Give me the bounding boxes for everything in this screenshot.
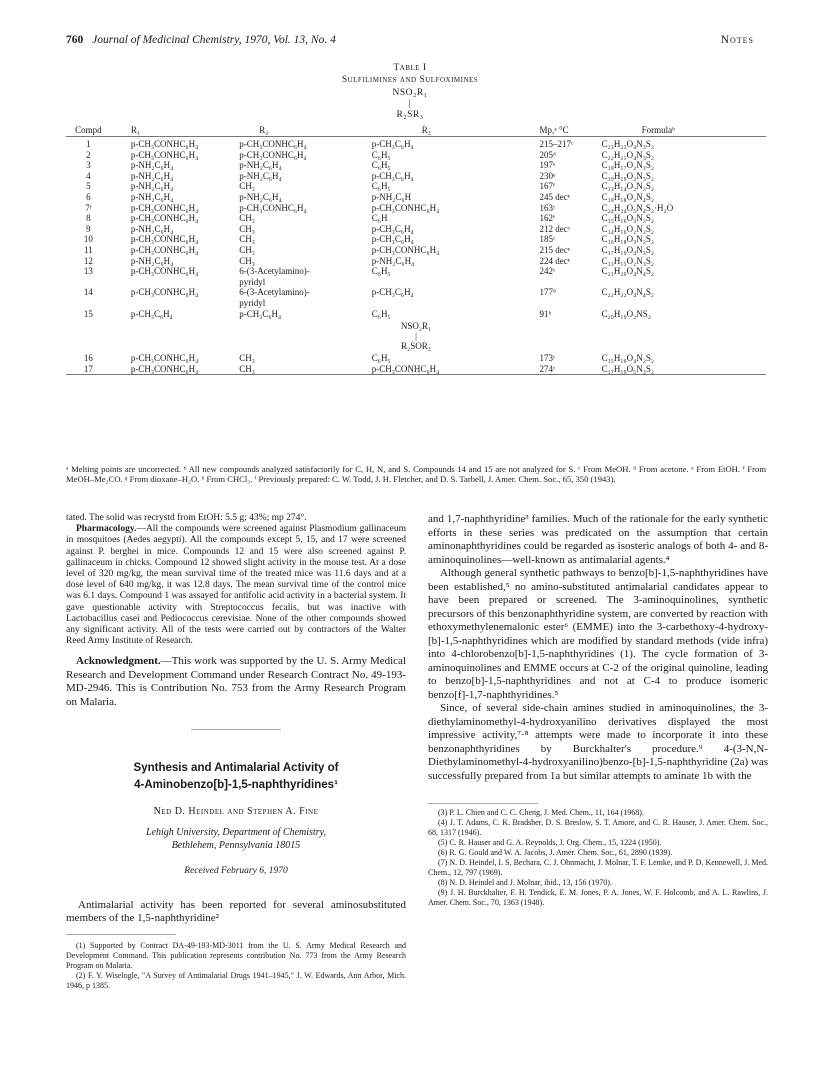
table-cell: C₆H₅ [371, 308, 391, 319]
table-cell: C₆H₅ [371, 149, 391, 160]
table-row [66, 287, 766, 308]
received-date: Received February 6, 1970 [184, 865, 288, 876]
table-cell: p-NH₂C₆H₄ [130, 191, 174, 202]
pharmacology-paragraph [66, 524, 406, 647]
table-cell: p-CH₃CONHC₆H₄ [371, 202, 440, 213]
table-cell: CH₃ [239, 234, 255, 245]
table-cell: 185ᶜ [539, 234, 556, 245]
table-row [66, 192, 766, 203]
table-label: Table I [393, 63, 427, 73]
table-cell: 242ᶜ [539, 266, 556, 277]
table-cell: 162ᶠ [539, 213, 555, 224]
table-cell: p-CH₃C₆H₄ [130, 308, 173, 319]
table-cell: p-CH₃CONHC₆H₄ [130, 202, 199, 213]
table-cell: C₂₄H₂₄O₅N₄S₂·H₂O [601, 202, 674, 213]
table-body-sulfoximines [66, 353, 766, 375]
table-cell: 91ʰ [539, 308, 552, 319]
col-header: Formulaᵇ [641, 124, 675, 135]
table-cell: 224 decᵉ [539, 255, 571, 266]
table-title-block [0, 62, 820, 121]
table-cell: C₆H₅ [371, 266, 391, 277]
sub-formula-bond: | [415, 330, 417, 341]
reference-item: (9) J. H. Burckhalter, F. H. Tendick, E. M. Jones, P. A. Jones, W. F. Holcomb, and A. L. Rawlins, J. Amer. Chem. Soc., 70, 1363 (1948). [428, 888, 768, 907]
table-row [66, 139, 766, 150]
table-cell: p-CH₃CONHC₆H₄ [130, 266, 199, 277]
table-cell: p-CH₃CONHC₆H₄ [239, 202, 307, 213]
table-cell: 2 [86, 149, 91, 160]
table-cell: C₆H [371, 213, 388, 224]
subheading-row [66, 319, 766, 353]
table-row [66, 224, 766, 235]
table-cell: 215–217ᶜ [539, 139, 574, 149]
table-cell: C₁₈H₁₇O₂N₃S₂ [601, 160, 655, 171]
table-cell: 5 [86, 181, 91, 192]
table-cell: C₂₂H₂₂O₄N₄S₂ [601, 287, 655, 298]
table-cell: p-CH₃CONHC₆H₄ [130, 149, 199, 160]
table-cell: p-CH₃C₆H₄ [371, 234, 414, 245]
table-cell: p-NH₂C₆H₄ [239, 191, 282, 202]
table-cell: 13 [83, 266, 93, 277]
table-row [66, 364, 766, 375]
table-cell: 6-(3-Acetylamino)- pyridyl [239, 266, 310, 287]
table-cell: 197ᵉ [539, 160, 556, 171]
table-cell: 15 [83, 308, 93, 319]
table-cell: p-NH₂C₆H₄ [239, 160, 282, 171]
table-cell: 1 [86, 139, 91, 149]
table-cell: p-CH₃CONHC₆H₄ [371, 363, 440, 374]
table-cell: p-CH₃CONHC₆H₄ [371, 244, 440, 255]
footnote-2: (2) F. Y. Wiselogle, "A Survey of Antimalarial Drugs 1941–1945," J. W. Edwards, Ann Arbor, Mich. 1946, p 1385. [66, 970, 406, 990]
footnote-rule [66, 934, 176, 935]
table-cell: 6-(3-Acetylamino)- pyridyl [239, 287, 310, 308]
table-cell: 11 [84, 244, 93, 255]
table-cell: 245 decᵉ [539, 191, 571, 202]
col-header: R₃ [421, 124, 431, 135]
table-cell: p-CH₃C₆H₄ [371, 170, 414, 181]
table-cell: p-CH₃C₆H₄ [371, 287, 414, 298]
table-cell: C₆H₅ [371, 160, 391, 171]
reference-item: (7) N. D. Heindel, I. S. Bechara, C. J. Ohnmacht, J. Molnar, T. F. Lemke, and P. D. Kennewell, J. Med. Chem., 12, 797 (1969). [428, 858, 768, 877]
table-row [66, 171, 766, 182]
pharmacology-text: —All the compounds were screened against Plasmodium gallinaceum in mosquitoes (Aedes aegypti). All the compounds except 5, 15, and 17 were screened against P. berghei in mice. Compounds 12 and 15 were also screened against P. gallinaceum in chicks. Compound 12 showed slight activity in the mouse test. At a dose level of 320 mg/kg, the mean survival time of the treated mice was 11.6 days and at a dose level of 640 mg/kg, it was 12.8 days. The mean survival time of the control mice was 6.1 days. Compound 1 was assayed for antifolic acid activity in a bacterial system. It gave questionable activity with Streptococcus fecalis, but was inactive with Lactobacillus casei and Pediococcus cerevisiae. None of the other compounds showed any significant activity. All of the tests were carried out by contractors of the Walter Reed Army Institute of Research. [66, 524, 406, 647]
table-footnotes: ᵃ Melting points are uncorrected. ᵇ All new compounds analyzed satisfactorily for C, H, N, and S. Compounds 14 and 15 are not analyzed for S. ᶜ From MeOH. ᵈ From acetone. ᵉ From EtOH. ᶠ From MeOH–Me₂CO. ᵍ From dioxane–H₂O. ʰ From CHCl₃. ⁱ Previously prepared: C. W. Todd, J. H. Fletcher, and D. S. Tarbell, J. Amer. Chem. Soc., 65, 350 (1943). [66, 464, 766, 485]
table-title: Sulfilimines and Sulfoximines [341, 75, 479, 85]
reference-item: (3) P. L. Chien and C. C. Cheng, J. Med. Chem., 11, 164 (1968). [438, 808, 644, 817]
table-cell: C₁₄H₁₆O₂N₂S₂ [601, 223, 655, 234]
acknowledgment-heading: Acknowledgment. [76, 655, 161, 668]
reference-item: (4) J. T. Adams, C. K. Bradsher, D. S. Breslow, S. T. Amore, and C. R. Hauser, J. Amer. Chem. Soc., 68, 1317 (1946). [428, 818, 768, 837]
table-cell: C₆H₅ [371, 353, 391, 364]
table-cell: C₂₀H₁₉O₂NS₂ [601, 308, 651, 319]
table-cell: CH₃ [239, 363, 255, 374]
paragraph-3: Since, of several side-chain amines studied in aminoquinolines, the 3-diethylaminomethyl-4-hydroxyanilino derivatives displayed the most impressive activity,⁷·⁸ attempts were made to incorporate it into these benzonaphthyridines by Burckhalter's procedure.⁹ 4-(3-N,N-Diethylaminomethyl-4-hydroxyanilino)benzo-[b]-1,5-naphthyridine (2a) was successfully prepared from 1a but similar attempts to aminate 1b with the [428, 702, 768, 782]
table-cell: 16 [83, 353, 93, 364]
table-cell: p-CH₃CONHC₆H₄ [130, 244, 199, 255]
table-cell: p-CH₃C₆H₄ [371, 139, 414, 149]
table-cell: 212 decᶜ [539, 223, 571, 234]
table-cell: CH₃ [239, 213, 255, 224]
table-cell: C₁₃H₁₄O₂N₂S₂ [601, 181, 655, 192]
table-subheading [66, 319, 766, 353]
table-cell: 173ᶜ [539, 353, 556, 364]
table-formula-bottom: R₂SR₃ [396, 110, 424, 120]
table-cell: 3 [86, 160, 91, 171]
article-authors: Ned D. Heindel and Stephen A. Fine [153, 806, 319, 818]
table-cell: C₁₅H₁₆O₄N₂S₂ [601, 353, 655, 364]
table-cell: 163ᶜ [539, 202, 556, 213]
table-cell: C₁₇H₁₉O₄N₃S₂ [601, 244, 655, 255]
table-cell: p-CH₃CONHC₆H₄ [130, 234, 199, 245]
paragraph-2: Although general synthetic pathways to benzo[b]-1,5-naphthyridines have been established,⁵ no amino-substituted antimalarial candidates appear to have been prepared or screened. The 3-aminoquinolines, synthetic precursors of this benzonaphthyridine system, are converted by reaction with ethoxymethylenemalonic ester⁶ (EMME) into the 3-carbethoxy-4-hydroxy-[b]-1,5-naphthyridines which are modified by standard methods (vide infra) into 4-chlorobenzo[b]-1,5-naphthyridines (1). The cycle formation of 3-aminoquinolines and EMME occurs at C-2 of the original quinoline, leading to benzo[b]-1,5-naphthyridines and not at C-4 to produce isomeric benzo[f]-1,7-naphthyridines.⁵ [428, 567, 768, 701]
table-cell: p-CH₃CONHC₆H₄ [239, 139, 307, 149]
table-body-sulfilimines [66, 139, 766, 319]
table-cell: CH₃ [239, 244, 255, 255]
reference-item: (5) C. R. Hauser and G. A. Reynolds, J. Org. Chem., 15, 1224 (1950). [438, 838, 662, 847]
table-cell: C₂₃H₂₃O₄N₃S₂ [601, 139, 655, 149]
acknowledgment-text: —This work was supported by the U. S. Army Medical Research and Development Command under Research Contract No. 49-193-MD-2946. This is Contribution No. 753 from the Army Research Program on Malaria. [66, 655, 406, 708]
col-header: Mp,ᵃ °C [539, 124, 569, 135]
table-cell: p-CH₃C₆H₄ [239, 308, 282, 319]
acknowledgment-paragraph [66, 655, 406, 709]
abstract-opening: Antimalarial activity has been reported for several aminosubstituted members of the 1,5-naphthyridine² [66, 898, 406, 925]
table-cell: p-NH₂C₆H₄ [130, 160, 174, 171]
table-cell: 177ᵈ [539, 287, 556, 298]
reference-item: (8) N. D. Heindel and J. Molnar, ibid., 13, 156 (1970). [438, 878, 612, 887]
table-cell: p-NH₂C₆H₄ [130, 255, 174, 266]
table-formula-top: NSO₂R₁ [392, 88, 428, 98]
reference-item: (6) R. G. Gould and W. A. Jacobs, J. Amer. Chem. Soc., 61, 2890 (1939). [438, 848, 673, 857]
table-cell: 12 [83, 255, 93, 266]
table-row [66, 213, 766, 224]
table-row [66, 203, 766, 214]
col-header: R₂ [259, 124, 269, 135]
table-cell: 215 decᵉ [539, 244, 571, 255]
section-label: Notes [720, 34, 754, 46]
table-cell: p-NH₂C₆H₄ [130, 223, 174, 234]
table-cell: C₁₆H₁₈O₃N₂S₂ [601, 234, 655, 245]
col-header: Compd [75, 124, 102, 135]
table-cell: 205ᵈ [539, 149, 556, 160]
table-cell: p-CH₃CONHC₆H₄ [130, 139, 199, 149]
table-cell: p-CH₃CONHC₆H₄ [130, 353, 199, 364]
sub-formula-top: NSO₂R₁ [400, 321, 432, 331]
table-cell: C₁₇H₁₉O₅N₃S₂ [601, 363, 655, 374]
col-header: R₁ [130, 124, 140, 135]
table-cell: p-CH₃CONHC₆H₄ [239, 149, 307, 160]
table-cell: CH₃ [239, 353, 255, 364]
running-header [66, 34, 754, 50]
table-cell: CH₃ [239, 255, 255, 266]
table-cell: C₁₉H₁₉O₂N₃S₂ [601, 170, 655, 181]
compound-table [66, 124, 766, 377]
table-cell: 6 [86, 191, 91, 202]
table-cell: 230ᵉ [539, 170, 556, 181]
table-row [66, 160, 766, 171]
table-row [66, 245, 766, 256]
table-cell: 9 [86, 223, 91, 234]
table-header-row [66, 124, 766, 137]
article-title-line1: Synthesis and Antimalarial Activity of [133, 762, 339, 775]
table-cell: p-NH₂C₆H₄ [130, 181, 174, 192]
right-column [428, 513, 768, 908]
table-cell: 10 [83, 234, 93, 245]
formula-bond: | [408, 99, 412, 109]
table-cell: C₆H₅ [371, 181, 391, 192]
table-cell: 8 [86, 213, 91, 224]
reference-list [428, 808, 768, 908]
table-cell: C₁₃H₁₅O₂N₃S₂ [601, 255, 655, 266]
footnote-1: (1) Supported by Contract DA-49-193-MD-3011 from the U. S. Army Medical Research and Development Command. This publication represents contribution No. 773 from the Army Research Program on Malaria. [66, 940, 406, 970]
experimental-tail: tated. The solid was recrystd from EtOH: 5.5 g; 43%; mp 274°. [66, 513, 307, 523]
affiliation-line1: Lehigh University, Department of Chemistry, [146, 826, 326, 838]
table-cell: CH₃ [239, 223, 255, 234]
paragraph-1: and 1,7-naphthyridine³ families. Much of the rationale for the early synthetic efforts in these series was predicated on the assumption that certain aminonaphthyridines could be regarded as isosteric analogs of both 4- and 8-aminoquinolines—well-known as antimalarial agents.⁴ [428, 513, 768, 566]
table-row [66, 266, 766, 287]
table-cell: p-CH₃C₆H₄ [371, 223, 414, 234]
article-separator [191, 729, 281, 730]
table-cell: C₂₂H₂₁O₄N₃S₂ [601, 149, 655, 160]
footer-rule [66, 375, 766, 378]
table-cell: p-NH₂C₆H₄ [130, 170, 174, 181]
table-cell: CH₃ [239, 181, 255, 192]
journal-citation: Journal of Medicinal Chemistry, 1970, Vol. 13, No. 4 [92, 34, 336, 46]
left-column [66, 513, 406, 991]
affiliation-line2: Bethlehem, Pennsylvania 18015 [171, 839, 301, 851]
table-cell: 7ᶠ [85, 202, 92, 213]
table-row [66, 234, 766, 245]
table-row [66, 309, 766, 320]
table-cell: p-NH₂C₆H₄ [239, 170, 282, 181]
table-cell: 274ᶜ [539, 363, 556, 374]
table-cell: p-NH₂C₆H₄ [371, 255, 415, 266]
table-cell: 167ᶠ [539, 181, 555, 192]
table-row [66, 256, 766, 267]
article-title-line2: 4-Aminobenzo[b]-1,5-naphthyridines¹ [134, 779, 338, 792]
table-row [66, 353, 766, 364]
table-cell: p-CH₃CONHC₆H₄ [130, 363, 199, 374]
pharmacology-heading: Pharmacology. [76, 524, 137, 535]
table-cell: C₁₅H₁₆O₃N₂S₂ [601, 213, 655, 224]
page-number: 760 [66, 34, 84, 46]
sub-formula-bottom: R₂SOR₃ [401, 340, 431, 351]
table-cell: C₁₈H₁₈O₂N₄S₂ [601, 191, 655, 202]
table-cell: 4 [86, 170, 91, 181]
table-cell: p-NH₂C₆H [371, 191, 412, 202]
table-cell: 14 [83, 287, 93, 298]
references-rule [428, 803, 538, 804]
table-row [66, 150, 766, 161]
table-cell: C₂₁H₂₀O₄N₄S₂ [601, 266, 655, 277]
table-cell: 17 [83, 363, 93, 374]
table-cell: p-CH₃CONHC₆H₄ [130, 213, 199, 224]
table-cell: p-CH₃CONHC₆H₄ [130, 287, 199, 298]
table-row [66, 181, 766, 192]
